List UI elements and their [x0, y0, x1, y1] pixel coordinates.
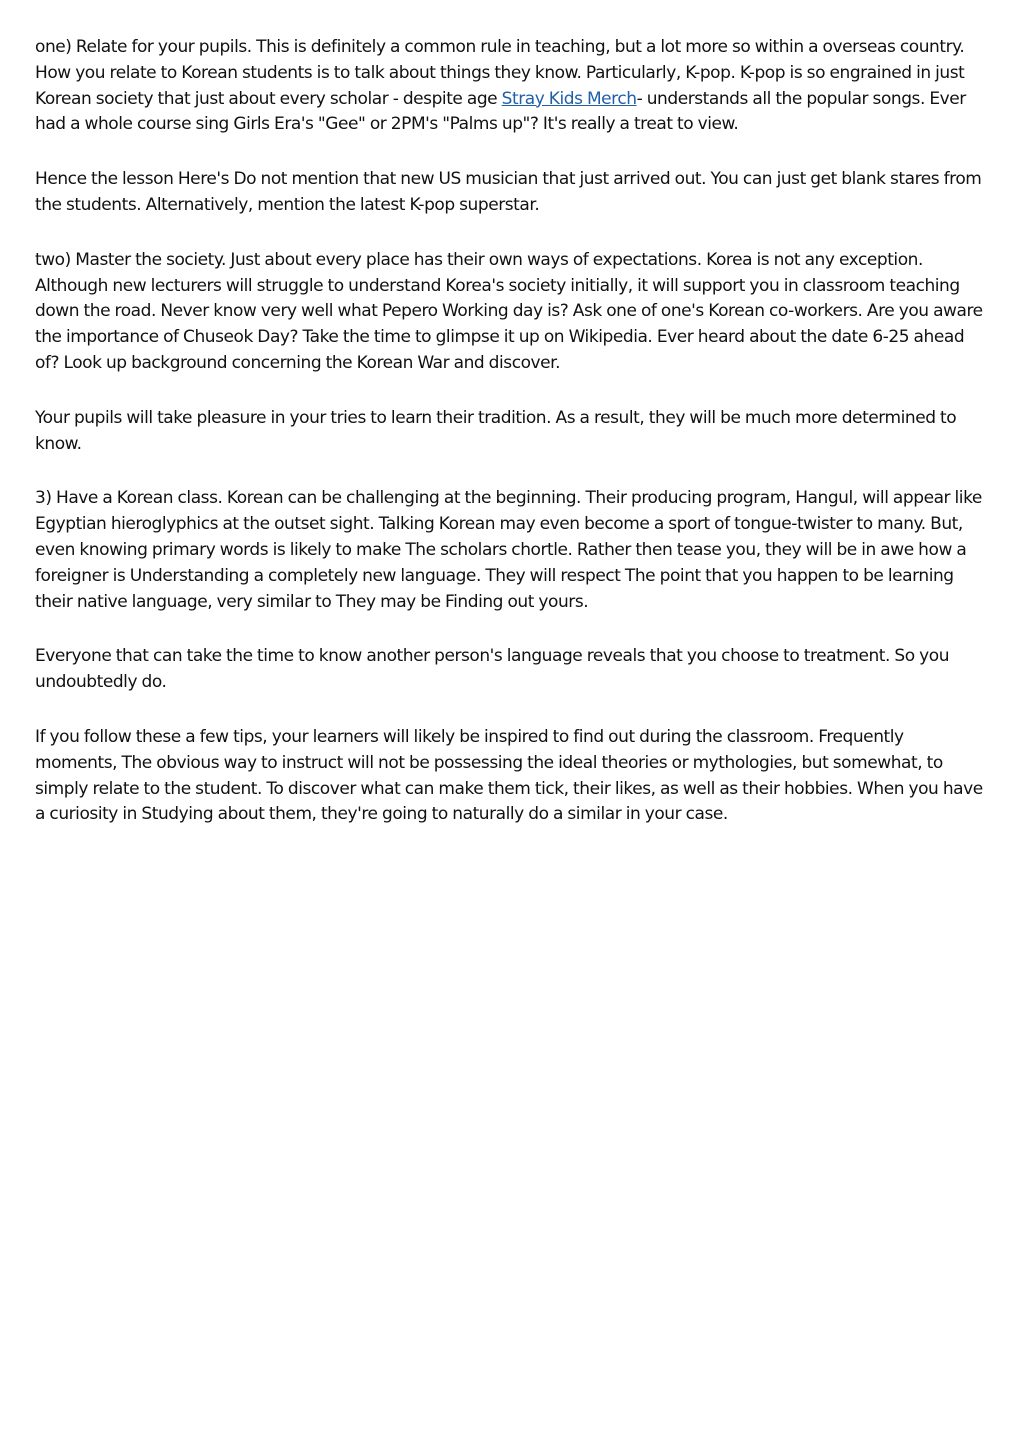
paragraph-tradition: Your pupils will take pleasure in your tries to learn their tradition. As a result, they will be much more determined to know.: [35, 407, 957, 454]
paragraph-tips: If you follow these a few tips, your learners will likely be inspired to find out during the classroom. Frequently moments, The obvious way to instruct will not be possessing the ideal theories or mythologies, but somewhat, to simply relate to the student. To discover what can make them tick, their likes, as well as their hobbies. When you have a curiosity in Studying about them, they're going to naturally do a similar in your case.: [35, 726, 983, 825]
paragraph-lesson: Hence the lesson Here's Do not mention that new US musician that just arrived out. You can just get blank stares from the students. Alternatively, mention the latest K-pop superstar.: [35, 169, 982, 215]
paragraph-society: two) Master the society. Just about every place has their own ways of expectations. Korea is not any exception. Although new lecturers will struggle to understand Korea's society initially, it will support you in classroom teaching down the road. Never know very well what Pepero Working day is? Ask one of one's Korean co-workers. Are you aware the importance of Chuseok Day? Take the time to glimpse it up on Wikipedia. Ever heard about the date 6-25 ahead of? Look up background concerning the Korean War and discover.: [35, 249, 983, 373]
paragraph-language: Everyone that can take the time to know another person's language reveals that you choose to treatment. So you undoubtedly do.: [35, 646, 950, 693]
paragraph-kpop-text-after: - understands all the popular songs. Ever had a whole course sing Girls Era's "Gee" or 2PM's "Palms up"? It's really a treat to view.: [35, 88, 966, 135]
paragraph-korean-class: 3) Have a Korean class. Korean can be challenging at the beginning. Their producing program, Hangul, will appear like Egyptian hieroglyphics at the outset sight. Talking Korean may even become a sport of tongue-twister to many. But, even knowing primary words is likely to make The scholars chortle. Rather then tease you, they will be in awe how a foreigner is Understanding a completely new language. They will respect The point that you happen to be learning their native language, very similar to They may be Finding out yours.: [35, 488, 982, 612]
paragraph-kpop-text-before: one) Relate for your pupils. This is definitely a common rule in teaching, but a lot more so within a overseas country. How you relate to Korean students is to talk about things they know. Particularly, K-pop. K-pop is so engrained in just Korean society that just about every scholar - despite age: [35, 37, 965, 109]
stray-kids-merch-link[interactable]: Stray Kids Merch: [501, 88, 637, 109]
document-body: [35, 35, 990, 857]
paragraph-kpop: [35, 35, 990, 138]
